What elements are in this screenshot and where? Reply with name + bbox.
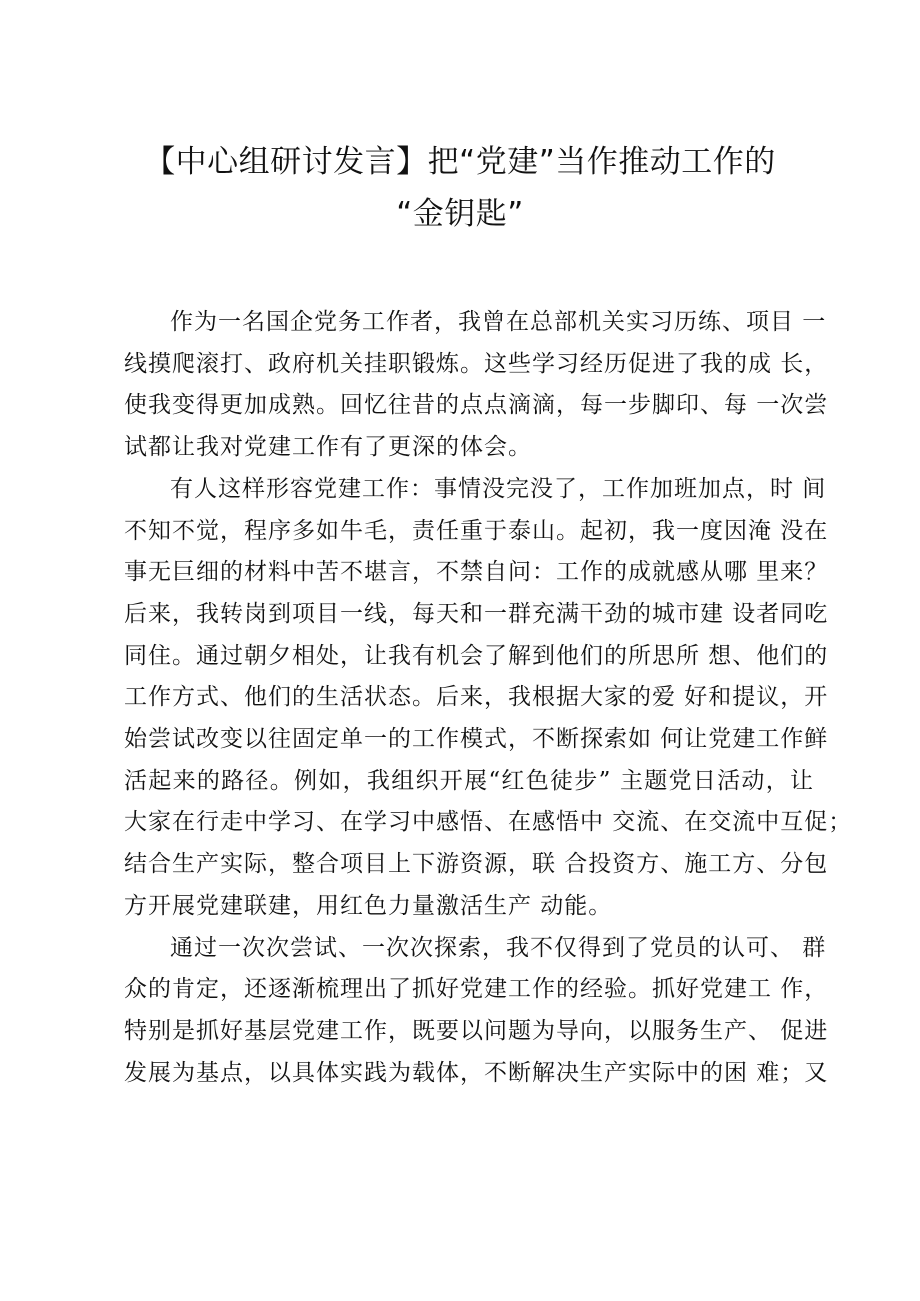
text-line: 不知不觉，程序多如牛毛，责任重于泰山。起初，我一度因淹 没在 [124, 517, 829, 544]
title-line-2: “金钥匙” [396, 196, 524, 232]
text-line: 发展为基点，以具体实践为载体，不断解决生产实际中的困 难；又 [124, 1059, 829, 1086]
text-line: 始尝试改变以往固定单一的工作模式，不断探索如 何让党建工作鲜 [124, 726, 829, 753]
text-line: 方开展党建联建，用红色力量激活生产 动能。 [124, 892, 613, 919]
text-line: 事无巨细的材料中苦不堪言，不禁自问：工作的成就感从哪 里来？ [124, 559, 829, 586]
text-line: 大家在行走中学习、在学习中感悟、在感悟中 交流、在交流中互促； [124, 809, 853, 836]
paragraph-3 [124, 928, 829, 1095]
document-title [100, 136, 820, 240]
text-line: 试都让我对党建工作有了更深的体会。 [124, 434, 532, 461]
title-line-1: 【中心组研讨发言】把“党建”当作推动工作的 [144, 144, 776, 180]
text-line: 同住。通过朝夕相处，让我有机会了解到他们的所思所 想、他们的 [124, 642, 829, 669]
text-line: 众的肯定，还逐渐梳理出了抓好党建工作的经验。抓好党建工 作， [124, 976, 829, 1003]
text-line: 使我变得更加成熟。回忆往昔的点点滴滴，每一步脚印、每 一次尝 [124, 392, 829, 419]
text-line: 有人这样形容党建工作：事情没完没了，工作加班加点，时 间 [170, 475, 827, 502]
document-body [124, 302, 853, 1094]
text-line: 特别是抓好基层党建工作，既要以问题为导向，以服务生产、 促进 [124, 1017, 829, 1044]
text-line: 活起来的路径。例如，我组织开展“红色徒步” 主题党日活动，让 [124, 767, 814, 794]
text-line: 线摸爬滚打、政府机关挂职锻炼。这些学习经历促进了我的成 长， [124, 350, 829, 377]
text-line: 后来，我转岗到项目一线，每天和一群充满干劲的城市建 设者同吃 [124, 600, 829, 627]
paragraph-2 [124, 469, 853, 928]
text-line: 工作方式、他们的生活状态。后来，我根据大家的爱 好和提议，开 [124, 684, 829, 711]
text-line: 通过一次次尝试、一次次探索，我不仅得到了党员的认可、 群 [170, 934, 827, 961]
paragraph-1 [124, 302, 829, 469]
text-line: 结合生产实际，整合项目上下游资源，联 合投资方、施工方、分包 [124, 851, 829, 878]
text-line: 作为一名国企党务工作者，我曾在总部机关实习历练、项目 一 [170, 309, 827, 335]
